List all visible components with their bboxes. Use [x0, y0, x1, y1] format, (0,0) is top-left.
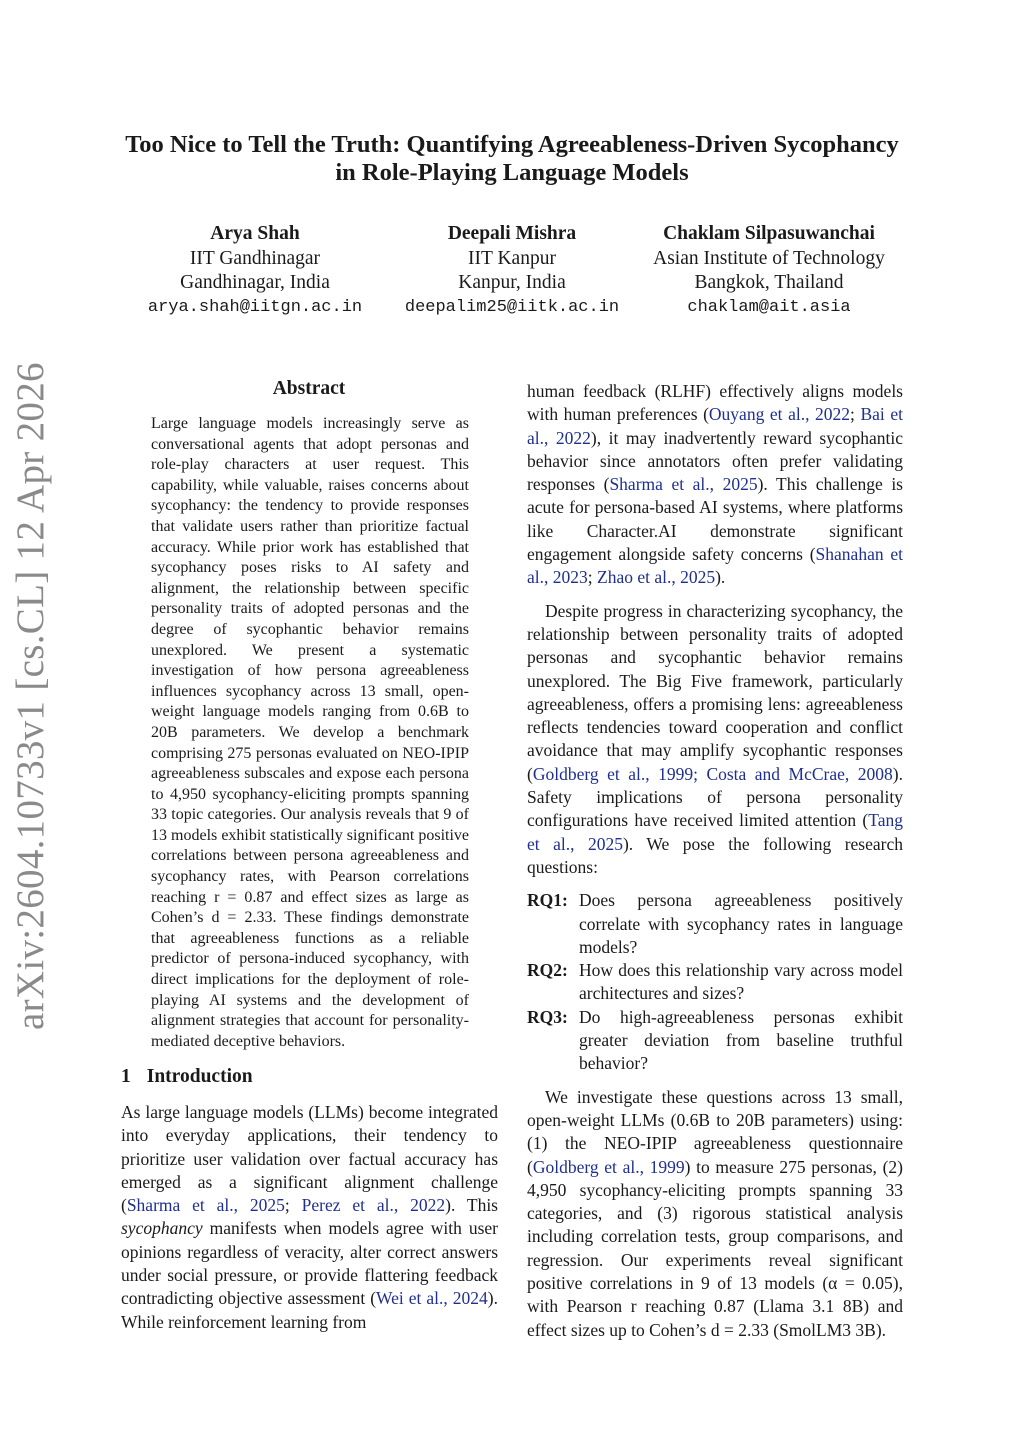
abstract-heading: Abstract: [272, 378, 346, 399]
abstract-body: [151, 414, 469, 1052]
intro-right-column: [527, 380, 903, 1342]
intro-left-column: [121, 1101, 498, 1334]
research-questions-list: [527, 889, 903, 1075]
intro-paragraph-1: As large language models (LLMs) become integrated into everyday applications, their tendency to prioritize user validation over factual accuracy has emerged as a significant alignment challenge (Sharma et al., 2025; Perez et al., 2022). This sycophancy manifests when models agree with user opinions regardless of veracity, alter correct answers under social pressure, or provide flattering feedback contradicting objective assessment (Wei et al., 2024). While reinforcement learning from: [121, 1102, 498, 1332]
citation-link[interactable]: Goldberg et al., 1999; Costa and McCrae, 2008: [532, 763, 893, 784]
author-affiliation: IIT Kanpur: [468, 247, 556, 269]
author-name: Deepali Mishra: [447, 223, 577, 244]
author-affiliation: IIT Gandhinagar: [189, 247, 321, 269]
rq-text: Does persona agreeableness positively correlate with sycophancy rates in language models?: [579, 890, 903, 957]
citation-link[interactable]: Wei et al., 2024: [376, 1288, 488, 1309]
rq-text: Do high-agreeableness personas exhibit greater deviation from baseline truthful behavior?: [579, 1006, 903, 1074]
arxiv-stamp: [8, 362, 52, 1031]
citation-link[interactable]: Bai et al., 2022: [527, 404, 903, 448]
rq-label: RQ1:: [527, 890, 568, 911]
intro-paragraph-3: We investigate these questions across 13 small, open-weight LLMs (0.6B to 20B parameters) using: (1) the NEO-IPIP agreeableness questionnaire (Goldberg et al., 1999) to measure 275 personas, (2) 4,950 sycophancy-eliciting prompts spanning 33 categories, and (3) rigorous statistical analysis including correlation tests, group comparisons, and regression. Our experiments reveal significant positive correlations in 9 of 13 models (α = 0.05), with Pearson r reaching 0.87 (Llama 3.1 8B) and effect sizes up to Cohen’s d = 2.33 (SmolLM3 3B).: [527, 1086, 903, 1340]
research-question: [527, 959, 903, 1006]
section-heading-introduction: [121, 1066, 253, 1088]
author-affiliation: Asian Institute of Technology: [653, 247, 885, 269]
citation-link[interactable]: Ouyang et al., 2022: [708, 404, 851, 425]
citation-link[interactable]: Zhao et al., 2025: [597, 567, 716, 588]
title-line-1: Too Nice to Tell the Truth: Quantifying Agreeableness-Driven Sycophancy: [125, 131, 899, 158]
citation-link[interactable]: Perez et al., 2022: [301, 1195, 446, 1216]
citation-link[interactable]: Shanahan et al., 2023: [527, 544, 903, 588]
author-block-2: [362, 222, 662, 320]
citation-link[interactable]: Sharma et al., 2025: [126, 1195, 285, 1216]
author-name: Arya Shah: [210, 223, 300, 244]
abstract-text: Large language models increasingly serve as conversational agents that adopt personas and role-play characters at user request. This capability, while valuable, raises concerns about sycophancy: the tendency to provide responses that validate users rather than prioritize factual accuracy. While prior work has established that sycophancy poses risks to AI safety and alignment, the relationship between specific personality traits of adopted personas and the degree of sycophantic behavior remains unexplored. We present a systematic investigation of how persona agreeableness influences sycophancy across 13 small, open-weight language models ranging from 0.6B to 20B parameters. We develop a benchmark comprising 275 personas evaluated on NEO-IPIP agreeableness subscales and expose each persona to 4,950 sycophancy-eliciting prompts spanning 33 topic categories. Our analysis reveals that 9 of 13 models exhibit statistically significant positive correlations between persona agreeableness and sycophancy rates, with Pearson correlations reaching r = 0.87 and effect sizes as large as Cohen’s d = 2.33. These findings demonstrate that agreeableness functions as a reliable predictor of persona-induced sycophancy, with direct implications for the deployment of role-playing AI systems and the development of alignment strategies that account for personality-mediated deceptive behaviors.: [151, 415, 469, 1050]
intro-paragraph-2: Despite progress in characterizing sycophancy, the relationship between personality traits of adopted personas and sycophantic behavior remains unexplored. The Big Five framework, particularly agreeableness, offers a promising lens: agreeableness reflects tendencies toward cooperation and conflict avoidance that may amplify sycophantic responses (Goldberg et al., 1999; Costa and McCrae, 2008). Safety implications of persona personality configurations have received limited attention (Tang et al., 2025). We pose the following research questions:: [527, 600, 903, 877]
author-name: Chaklam Silpasuwanchai: [663, 223, 875, 244]
title-line-2: in Role-Playing Language Models: [335, 159, 689, 186]
emphasis-term: sycophancy: [121, 1218, 203, 1239]
author-block-1: [105, 222, 405, 320]
research-question: [527, 889, 903, 959]
citation-link[interactable]: Sharma et al., 2025: [609, 474, 758, 495]
author-email[interactable]: arya.shah@iitgn.ac.in: [147, 297, 363, 317]
rq-text: How does this relationship vary across model architectures and sizes?: [579, 960, 903, 1004]
author-location: Kanpur, India: [458, 272, 566, 293]
author-email[interactable]: chaklam@ait.asia: [687, 297, 851, 317]
author-block-3: [619, 222, 919, 320]
arxiv-id: arXiv:2604.10733v1 [cs.CL] 12 Apr 2026: [9, 362, 52, 1030]
rq-label: RQ3:: [527, 1006, 568, 1027]
author-email[interactable]: deepalim25@iitk.ac.in: [404, 297, 620, 317]
citation-link[interactable]: Tang et al., 2025: [527, 810, 903, 854]
section-title: Introduction: [146, 1066, 253, 1087]
intro-paragraph-1-cont: human feedback (RLHF) effectively aligns models with human preferences (Ouyang et al., 2022; Bai et al., 2022), it may inadvertently reward sycophantic behavior since annotators often prefer validating responses (Sharma et al., 2025). This challenge is acute for persona-based AI systems, where platforms like Character.AI demonstrate significant engagement alongside safety concerns (Shanahan et al., 2023; Zhao et al., 2025).: [527, 381, 903, 588]
author-location: Bangkok, Thailand: [694, 272, 844, 293]
author-location: Gandhinagar, India: [180, 272, 330, 293]
paper-title: [100, 131, 924, 187]
section-number: 1: [121, 1066, 131, 1087]
citation-link[interactable]: Goldberg et al., 1999: [532, 1156, 685, 1177]
research-question: [527, 1006, 903, 1076]
rq-label: RQ2:: [527, 960, 568, 981]
